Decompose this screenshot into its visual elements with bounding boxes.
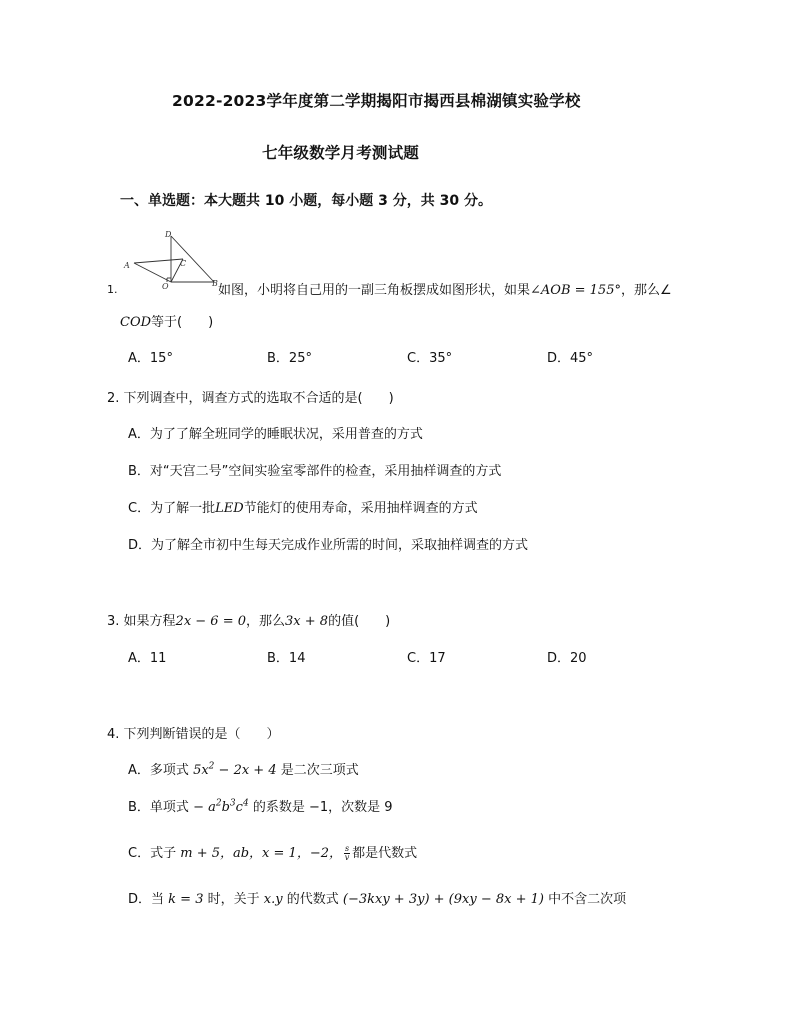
label-o: O — [162, 282, 169, 291]
q1-stem-line-2 — [120, 311, 213, 330]
q2-option-d: D．为了解全市初中生每天完成作业所需的时间，采取抽样调查的方式 — [128, 538, 529, 553]
q4-option-b: B．单项式 − $a^2b^3c^4$ 的系数是 −1，次数是 9 — [128, 798, 393, 815]
q4-option-c: C．式子 m + 5，ab，x = 1，−2， $\frac{s}{v}$ 都是代数式 — [128, 844, 418, 862]
label-c: C — [180, 259, 187, 268]
q4-option-d: D．当 k = 3 时，关于 x.y 的代数式 (−3kxy + 3y) + (9xy − 8x + 1) 中不含二次项 — [128, 892, 627, 907]
q3-option-d: D．20 — [547, 651, 587, 666]
line-d-b — [171, 236, 214, 282]
q4-stem: 4. 下列判断错误的是（ ） — [107, 727, 280, 742]
q1-option-b: B．25° — [267, 351, 312, 366]
triangle-set-figure — [120, 226, 224, 292]
q3-stem: 3. 如果方程2x − 6 = 0，那么3x + 8的值( ) — [107, 614, 391, 629]
q1-option-a: A．15° — [128, 351, 173, 366]
q2-option-c: C．为了解一批LED节能灯的使用寿命，采用抽样调查的方式 — [128, 501, 478, 516]
q1-option-c: C．35° — [407, 351, 453, 366]
q1-math-cod: COD — [120, 315, 152, 330]
q1-option-d: D．45° — [547, 351, 594, 366]
q3-option-c: C．17 — [407, 651, 446, 666]
q2-option-b: B．对“天宫二号”空间实验室零部件的检查，采用抽样调查的方式 — [128, 464, 502, 479]
q1-math-aob: ∠AOB = 155° — [530, 283, 621, 298]
line-a-o — [134, 263, 171, 282]
q4-option-a: A．多项式 $5x^2 - 2x + 4$ 是二次三项式 — [128, 761, 359, 778]
line-a-c — [134, 259, 183, 263]
fraction-s-over-v: $\frac{s}{v}$ — [344, 844, 350, 862]
q1-text-a: 如图，小明将自己用的一副三角板摆成如图形状，如果 — [218, 283, 531, 298]
label-b: B — [212, 279, 218, 288]
q2-stem: 2. 下列调查中，调查方式的选取不合适的是( ) — [107, 391, 394, 406]
section-heading: 一、单选题：本大题共 10 小题，每小题 3 分，共 30 分。 — [120, 193, 492, 209]
q1-text-c: 等于( ) — [151, 315, 214, 330]
q3-option-a: A．11 — [128, 651, 167, 666]
q1-number: 1. — [107, 283, 118, 296]
title-line-2: 七年级数学月考测试题 — [262, 144, 420, 162]
q1-text-b: ，那么∠ — [620, 283, 672, 298]
q1-stem-line-1 — [218, 279, 672, 298]
label-a: A — [124, 261, 130, 270]
q3-option-b: B．14 — [267, 651, 306, 666]
title-line-1: 2022-2023学年度第二学期揭阳市揭西县棉湖镇实验学校 — [172, 92, 581, 110]
q2-option-a: A．为了了解全班同学的睡眠状况，采用普查的方式 — [128, 427, 423, 442]
label-d: D — [165, 230, 172, 239]
